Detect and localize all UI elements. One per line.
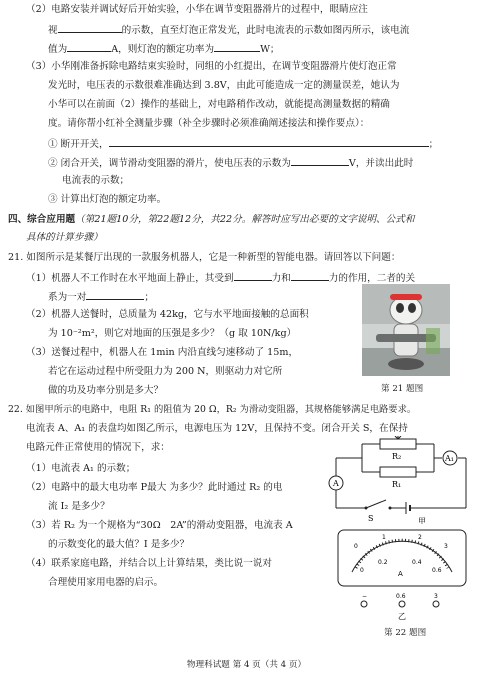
- circuit-diagram: [322, 436, 482, 524]
- question-22: 22. 如图甲所示的电路中，电阻 R₁ 的阻值为 20 Ω，R₂ 为滑动变阻器，其规格能够满足电路要求。: [8, 404, 417, 415]
- text-line: ② 闭合开关，调节滑动变阻器的滑片，使电压表的示数为 V，并读出此时: [48, 158, 414, 169]
- text-line: 为 10⁻²m²，则它对地面的压强是多少？（g 取 10N/kg）: [48, 328, 297, 339]
- r2-label: R₂: [392, 452, 402, 461]
- answer-blank[interactable]: [214, 42, 260, 52]
- text-line: （3）小华刚准备拆除电路结束实验时，同组的小红提出，在调节变阻器滑片使灯泡正常: [26, 61, 397, 72]
- dial-top-label: 1: [382, 534, 386, 541]
- dial-top-label: 3: [444, 543, 448, 550]
- r1-label: R₁: [392, 480, 402, 489]
- robot-icon: [362, 284, 450, 376]
- text-line: 小华可以在前面（2）操作的基础上，对电路稍作改动，就能提高测量数据的精确: [48, 99, 390, 110]
- text-line: 做的功及功率分别是多大？: [48, 385, 164, 396]
- text-line: 视 的示数，直至灯泡正常发光，此时电流表的示数如图丙所示，该电流: [48, 25, 410, 36]
- text-line: （1）电流表 A₁ 的示数；: [26, 463, 136, 474]
- answer-blank[interactable]: [86, 290, 144, 300]
- text-line: （4）联系家庭电路，并结合以上计算结果，类比说一说对: [26, 558, 272, 569]
- text-line: 的示数变化的最大值？I 是多少？: [48, 539, 190, 550]
- text-line: 电路元件正常使用的情况下，求：: [26, 442, 170, 453]
- figure-caption: 第 22 题图: [384, 628, 427, 638]
- dial-bottom-label: 0: [360, 567, 364, 574]
- section-heading: 四、综合应用题（第21题10分，第22题12分，共22分。解答时应写出必要的文字说明、公式和: [8, 214, 415, 225]
- ammeter-dial: [336, 528, 468, 620]
- dial-bottom-label: 0.2: [378, 559, 388, 566]
- text-line: 发光时，电压表的示数很难准确达到 3.8V，由此可能造成一定的测量误差，她认为: [48, 80, 400, 91]
- section-heading-note: 具体的计算步骤）: [26, 232, 103, 243]
- terminal-label: 3: [434, 593, 438, 600]
- text-line: ① 断开开关， ；: [48, 139, 439, 150]
- robot-photo: [362, 284, 450, 376]
- terminal-label: −: [362, 593, 368, 600]
- page-footer: 物理科试题 第 4 页（共 4 页）: [186, 660, 307, 670]
- text-line: 电流表的示数；: [62, 175, 130, 186]
- terminal-label: 0.6: [396, 593, 406, 600]
- text-line: 流 I₂ 是多少？: [48, 501, 110, 512]
- answer-blank[interactable]: [67, 42, 111, 52]
- text-line: 值为 A，则灯泡的额定功率为 W；: [48, 44, 280, 55]
- figure-yi-label: 乙: [398, 612, 406, 620]
- question-21: 21. 如图所示是某餐厅出现的一款服务机器人，它是一种新型的智能电器。请回答以下问题：: [8, 252, 401, 263]
- text-line: （1）机器人不工作时在水平地面上静止，其受到 力和 力的作用，二者的关: [26, 273, 416, 284]
- dial-top-label: 2: [418, 534, 422, 541]
- dial-bottom-label: 0.4: [412, 559, 422, 566]
- text-line: 度。请你帮小红补全测量步骤（补全步骤时必须准确阐述接法和操作要点）：: [48, 118, 370, 129]
- answer-blank[interactable]: [291, 156, 349, 166]
- switch-label: S: [368, 514, 374, 523]
- answer-blank[interactable]: [234, 271, 272, 281]
- text-line: 电流表 A、A₁ 的表盘均如图乙所示，电源电压为 12V，且保持不变。闭合开关 S，在保持: [26, 423, 408, 434]
- ammeter-a1-label: A₁: [445, 454, 454, 463]
- answer-blank[interactable]: [58, 23, 122, 33]
- ammeter-a-label: A: [333, 479, 339, 488]
- answer-blank[interactable]: [109, 137, 429, 147]
- figure-jia-label: 甲: [418, 517, 426, 524]
- figure-caption: 第 21 题图: [381, 384, 424, 394]
- dial-unit: A: [398, 570, 403, 578]
- answer-blank[interactable]: [291, 271, 329, 281]
- text-line: 合理使用家用电器的启示。: [48, 577, 164, 588]
- text-line: （2）电路安装并调试好后开始实验，小华在调节变阻器滑片的过程中，眼睛应注: [26, 4, 368, 15]
- text-line: ③ 计算出灯泡的额定功率。: [48, 194, 167, 205]
- text-line: （3）送餐过程中，机器人在 1min 内沿直线匀速移动了 15m，: [26, 347, 299, 358]
- dial-top-label: 0: [354, 543, 358, 550]
- text-line: （2）电路中的最大电功率 P最大 为多少？此时通过 R₂ 的电: [26, 482, 283, 493]
- text-line: 若它在运动过程中所受阻力为 200 N，则驱动力对它所: [48, 366, 283, 377]
- text-line: （2）机器人送餐时，总质量为 42kg，它与水平地面接触的总面积: [26, 309, 309, 320]
- text-line: 系为一对 ；: [48, 292, 154, 303]
- text-line: （3）若 R₂ 为一个规格为“30Ω 2A”的滑动变阻器，电流表 A: [26, 520, 293, 531]
- dial-bottom-label: 0.6: [432, 567, 442, 574]
